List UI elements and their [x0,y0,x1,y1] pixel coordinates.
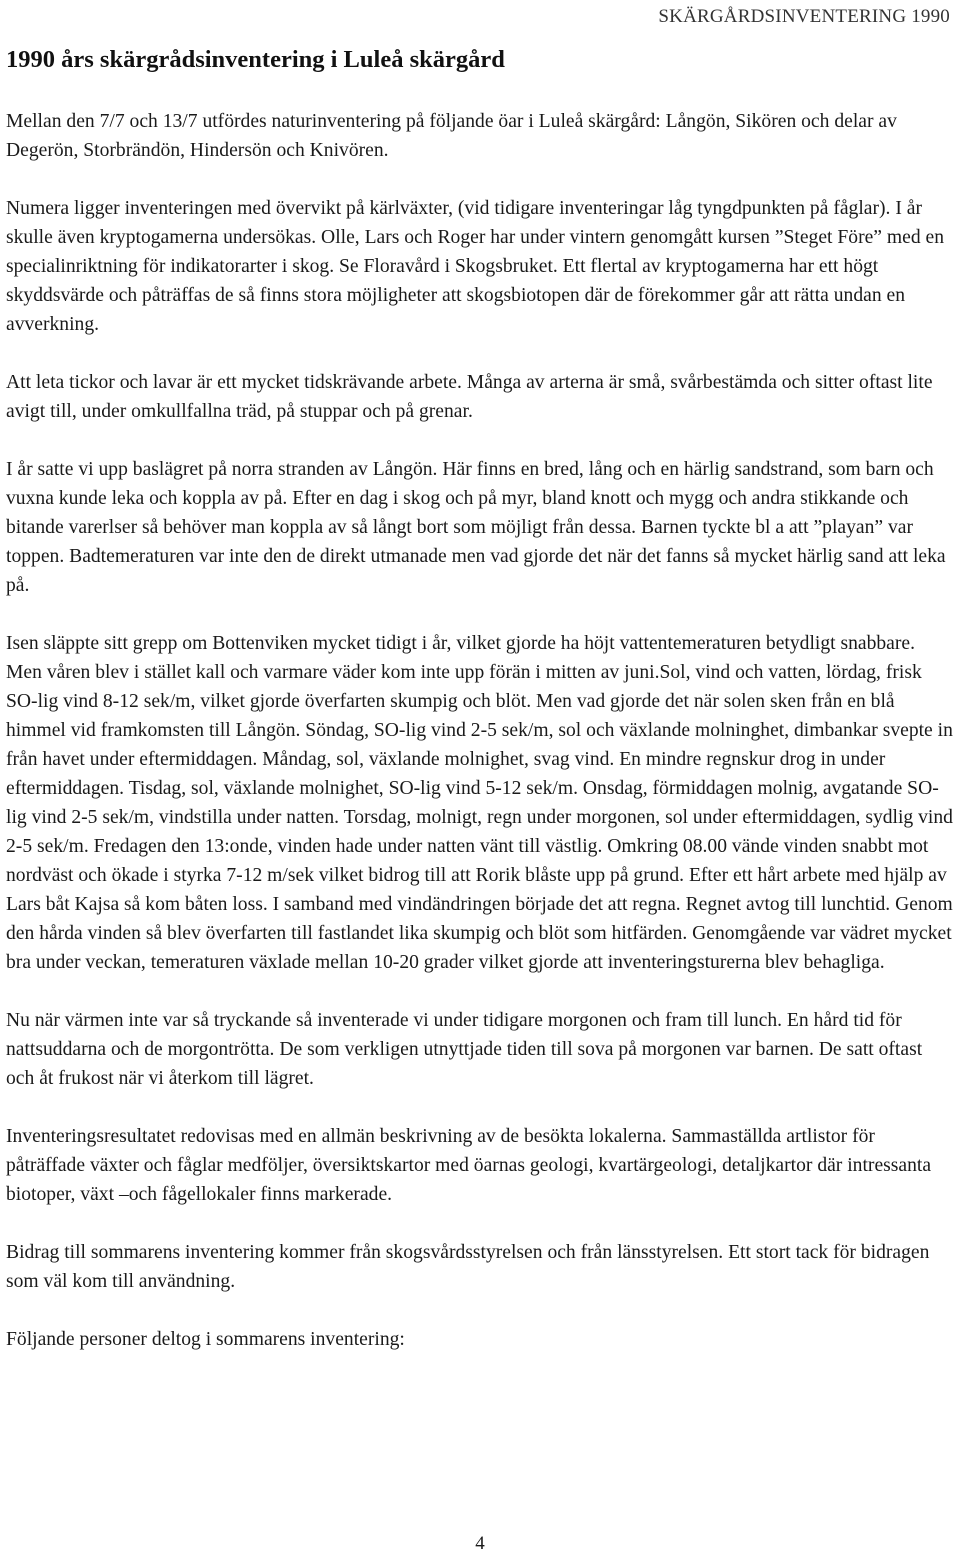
page-number: 4 [475,1533,485,1554]
paragraph-weather: Isen släppte sitt grepp om Bottenviken mycket tidigt i år, vilket gjorde ha höjt vattentemeraturen betydligt snabbare. Men våren blev i stället kall och varmare väder kom inte upp förän i mitten av juni.Sol, vind och vatten, lördag, frisk SO-lig vind 8-12 sek/m, vilket gjorde överfarten skumpig och blöt. Men vad gjorde det när solen sken från en blå himmel vid framkomsten till Långön. Söndag, SO-lig vind 2-5 sek/m, sol och växlande molninghet, dimbankar svepte in från havet under eftermiddagen. Måndag, sol, växlande molnighet, svag vind. En mindre regnskur drog in under eftermiddagen. Tisdag, sol, växlande molnighet, SO-lig vind 5-12 sek/m. Onsdag, förmiddagen molnig, avgatande SO-lig vind 2-5 sek/m, vindstilla under natten. Torsdag, molnigt, regn under morgonen, sol under eftermiddagen, sydlig vind 2-5 sek/m. Fredagen den 13:onde, vinden hade under natten vänt till västlig. Omkring 08.00 vände vinden snabbt mot nordväst och ökade i styrka 7-12 m/sek vilket bidrog till att Rorik blåste upp på grund. Efter ett hårt arbete med hjälp av Lars båt Kajsa så kom båten loss. I samband med vindändringen började det att regna. Regnet avtog till lunchtid. Genom den hårda vinden så blev överfarten till fastlandet lika skumpig och blöt som hitfärden. Genomgående var vädret mycket bra under veckan, temeraturen växlade mellan 10-20 grader vilket gjorde att inventeringsturerna blev behagliga. [6,633,953,973]
paragraph-baslager: I år satte vi upp baslägret på norra stranden av Långön. Här finns en bred, lång och en härlig sandstrand, som barn och vuxna kunde leka och koppla av på. Efter en dag i skog och på myr, bland knott och mygg och andra stikkande och bitande varerlser så behöver man koppla av så långt bort som möjligt från dessa. Barnen tyckte bl a att ”playan” var toppen. Badtemeraturen var inte den de direkt utmanade men vad gjorde det när det fanns så mycket härlig sand att leka på. [6,459,946,596]
running-header: SKÄRGÅRDSINVENTERING 1990 [658,6,950,27]
paragraph-participants: Följande personer deltog i sommarens inventering: [6,1329,405,1350]
page-header [6,6,950,36]
paragraph-results: Inventeringsresultatet redovisas med en allmän beskrivning av de besökta lokalerna. Sammaställda artlistor för påträffade växter och fåglar medföljer, översiktskartor med öarnas geologi, kvartärgeologi, detaljkartor där intressanta biotoper, växt –och fågellokaler finns markerade. [6,1126,932,1205]
paragraph-focus: Numera ligger inventeringen med övervikt på kärlväxter, (vid tidigare inventeringar låg tyngdpunkten på fåglar). I år skulle även kryptogamerna undersökas. Olle, Lars och Roger har under vintern genomgått kursen ”Steget Före” med en specialinriktning för indikatorarter i skog. Se Floravård i Skogsbruket. Ett flertal av kryptogamerna har ett högt skyddsvärde och påträffas de så finns stora möjligheter att skogsbiotopen där de förekommer går att rätta undan en avverkning. [6,198,945,335]
paragraph-mornings: Nu när värmen inte var så tryckande så inventerade vi under tidigare morgonen och fram till lunch. En hård tid för nattsuddarna och de morgontrötta. De som verkligen utnyttjade tiden till sova på morgonen var barnen. De satt oftast och åt frukost när vi återkom till lägret. [6,1010,923,1089]
paragraph-tickor-lavar: Att leta tickor och lavar är ett mycket tidskrävande arbete. Många av arterna är små, svårbestämda och sitter oftast lite avigt till, under omkullfallna träd, på stuppar och på grenar. [6,372,933,422]
body-text [6,107,954,1383]
paragraph-funding: Bidrag till sommarens inventering kommer från skogsvårdsstyrelsen och från länsstyrelsen. Ett stort tack för bidragen som väl kom till användning. [6,1242,930,1292]
paragraph-intro: Mellan den 7/7 och 13/7 utfördes naturinventering på följande öar i Luleå skärgård: Långön, Sikören och delar av Degerön, Storbrändön, Hindersön och Knivören. [6,111,897,161]
document-title: 1990 års skärgrådsinventering i Luleå skärgård [6,46,505,73]
